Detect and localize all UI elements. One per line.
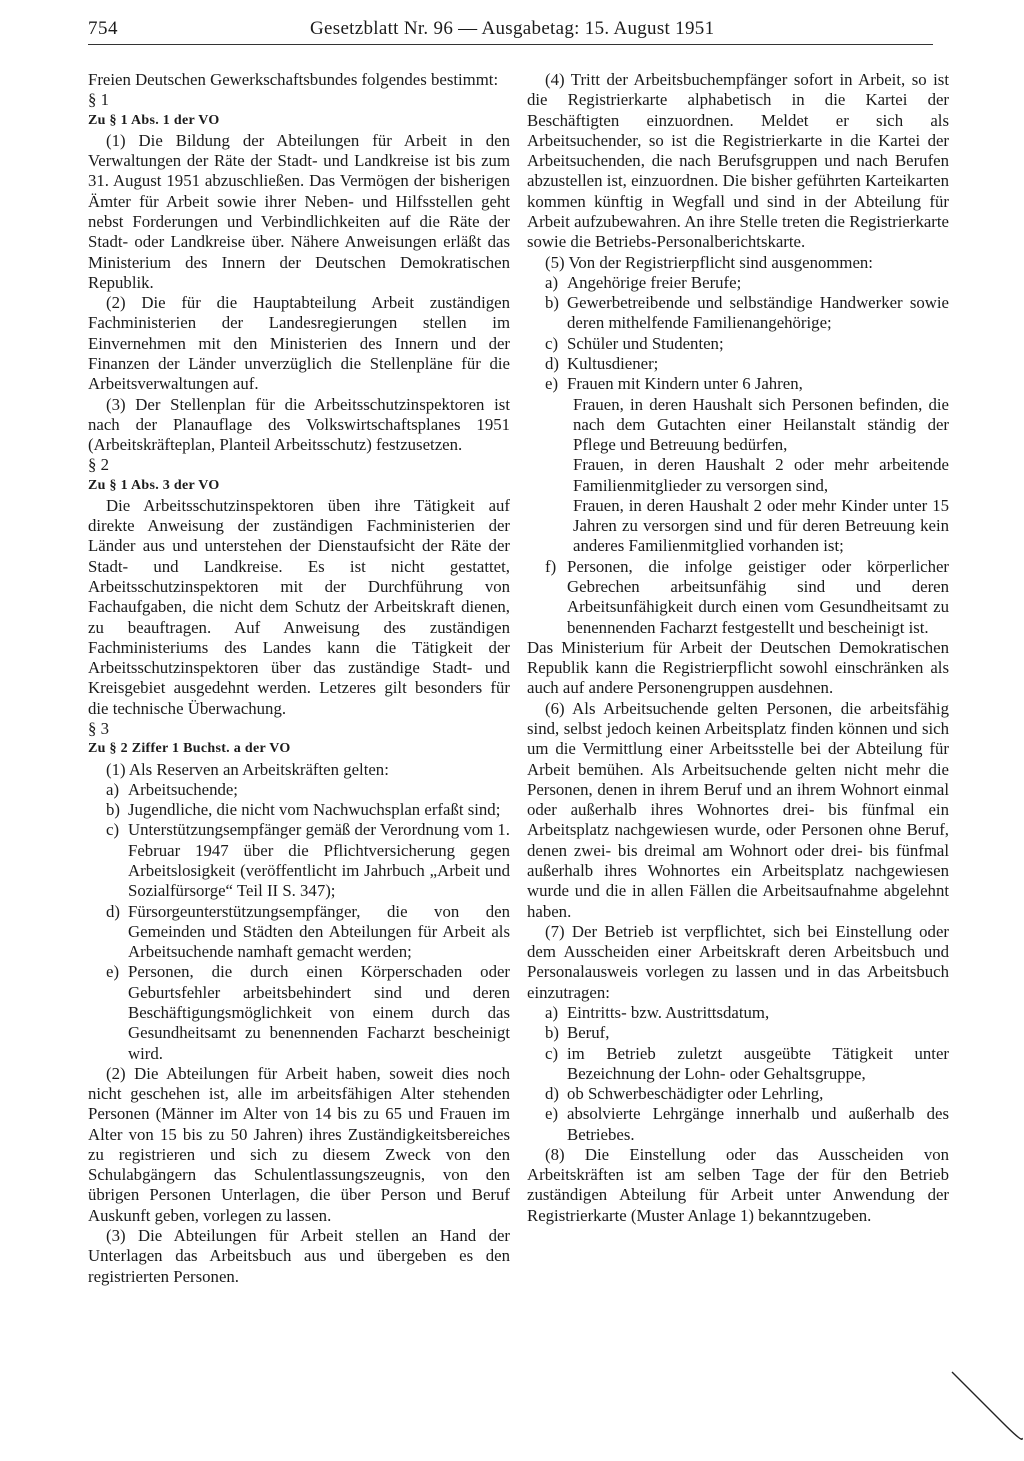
list-item: b) Beruf, bbox=[545, 1023, 610, 1043]
list-item: d) Kultusdiener; bbox=[545, 353, 659, 373]
list-item: e) absolvierte Lehrgänge innerhalb und außerhalb des Betriebes. bbox=[545, 1104, 949, 1144]
section-reference-1: Zu § 1 Abs. 1 der VO bbox=[88, 112, 220, 128]
paragraph: (2) Die für die Hauptabteilung Arbeit zuständigen Fachministerien der Landesregierungen stellen im Einvernehmen mit den Ministerien des Innern und der Finanzen der Länder unverzüglich die Stellenpläne für die Arbeitsverwaltungen auf. bbox=[88, 293, 510, 394]
list-item: e) Frauen mit Kindern unter 6 Jahren, bbox=[545, 374, 803, 394]
section-heading-2: § 2 bbox=[88, 455, 109, 475]
paragraph: (7) Der Betrieb ist verpflichtet, sich bei Einstellung oder dem Ausscheiden einer Arbeitskraft deren Arbeitsbuch und Personalausweis vorlegen zu lassen und in das Arbeitsbuch einzutragen: bbox=[527, 921, 949, 1002]
list-item: d) Fürsorgeunterstützungsempfänger, die von den Gemeinden und Städten den Abteilungen für Arbeit als Arbeitsuchende namhaft gemacht werden; bbox=[106, 901, 510, 962]
paragraph: (8) Die Einstellung oder das Ausscheiden von Arbeitskräften ist am selben Tage der für den Betrieb zuständigen Abteilung für Arbeit unter Anwendung der Registrierkarte (Muster Anlage 1) bekanntzugeben. bbox=[527, 1144, 949, 1225]
list-item: a) Eintritts- bzw. Austrittsdatum, bbox=[545, 1002, 770, 1022]
page-number: 754 bbox=[88, 18, 118, 39]
list-item: e) Personen, die durch einen Körperschaden oder Geburtsfehler arbeitsbehindert sind und deren Beschäftigungsmöglichkeit von einem durch das Gesundheitsamt zu benennenden Facharzt bescheinigt wird. bbox=[106, 962, 510, 1063]
list-item: c) Schüler und Studenten; bbox=[545, 333, 724, 353]
sub-item: Frauen, in deren Haushalt sich Personen befinden, die nach dem Gutachten einer Heilanstalt ständig der Pflege und Betreuung bedürfen, bbox=[573, 394, 949, 455]
paragraph: Die Arbeitsschutzinspektoren üben ihre Tätigkeit auf direkte Anweisung der zuständigen Fachministerien der Länder aus und unterstehen der Dienstaufsicht der Räte der Stadt- und Landkreise. Es ist nicht gestattet, Arbeitsschutzinspektoren mit der Durchführung von Fachaufgaben, die nicht dem Schutz der Arbeitskraft dienen, zu beauftragen. Auf Anweisung des zuständigen Fachministeriums des Landes kann die Tätigkeit der Arbeitsschutzinspektoren über das zuständige Stadt- und Kreisgebiet ausgedehnt werden. Letzeres gilt besonders für die technische Überwachung. bbox=[88, 495, 510, 718]
paragraph: (3) Der Stellenplan für die Arbeitsschutzinspektoren ist nach der Planauflage des Volkswirtschaftsplanes 1951 (Arbeitskräfteplan, Planteil Arbeitsschutz) festzusetzen. bbox=[88, 394, 510, 455]
intro-text: Freien Deutschen Gewerkschaftsbundes folgendes bestimmt: bbox=[88, 70, 499, 89]
sub-item: Frauen, in deren Haushalt 2 oder mehr arbeitende Familienmitglieder zu versorgen sind, bbox=[573, 455, 949, 495]
section-reference-2: Zu § 1 Abs. 3 der VO bbox=[88, 477, 220, 493]
list-item: b) Jugendliche, die nicht vom Nachwuchsplan erfaßt sind; bbox=[106, 800, 501, 820]
section-heading-1: § 1 bbox=[88, 90, 109, 110]
paragraph: (1) Die Bildung der Abteilungen für Arbeit in den Verwaltungen der Räte der Stadt- und Landkreise ist bis zum 31. August 1951 abzuschließen. Das Vermögen der bisherigen Ämter für Arbeit sowie ihrer Neben- und Hilfsstellen geht nebst Forderungen und Verbindlichkeiten auf die Räte der Stadt- oder Landkreise über. Nähere Anweisungen erläßt das Ministerium des Innern der Deutschen Demokratischen Republik. bbox=[88, 130, 510, 292]
left-column bbox=[88, 70, 510, 1287]
paragraph: (3) Die Abteilungen für Arbeit stellen an Hand der Unterlagen das Arbeitsbuch aus und übergeben es den registrierten Personen. bbox=[88, 1226, 510, 1286]
gazette-title: Gesetzblatt Nr. 96 — Ausgabetag: 15. August 1951 bbox=[310, 18, 715, 39]
section-reference-3: Zu § 2 Ziffer 1 Buchst. a der VO bbox=[88, 741, 291, 757]
reserves-list bbox=[88, 780, 510, 1064]
section-heading-3: § 3 bbox=[88, 719, 109, 738]
paragraph: (4) Tritt der Arbeitsbuchempfänger sofort in Arbeit, so ist die Registrierkarte alphabetisch in die Kartei der Beschäftigten einzuordnen. Meldet er sich als Arbeitsuchender, so ist die Registrierkarte in die Kartei der Arbeitsuchenden, die nach Berufsgruppen und nach Berufen abzustellen ist, einzuordnen. Die bisher geführten Karteikarten kommen künftig in Wegfall und sind in der Abteilung für Arbeit aufzubewahren. An ihre Stelle treten die Registrierkarte sowie die Betriebs-Personalberichtskarte. bbox=[527, 70, 949, 252]
pen-mark bbox=[950, 1368, 1024, 1440]
page-header bbox=[88, 14, 933, 45]
paragraph: (2) Die Abteilungen für Arbeit haben, soweit dies noch nicht geschehen ist, alle im arbeitsfähigen Alter stehenden Personen (Männer im Alter von 14 bis zu 65 und Frauen im Alter von 15 bis zu 50 Jahren) ihres Zuständigkeitsbereiches zu registrieren und sich zu diesem Zweck von den Schulabgängern das Schulentlassungszeugnis, von den übrigen Personen Unterlagen, die über Person und Beruf Auskunft geben, vorlegen zu lassen. bbox=[88, 1063, 510, 1225]
exemptions-list-cont bbox=[527, 557, 949, 638]
entries-list bbox=[527, 1003, 949, 1145]
exemptions-list bbox=[527, 273, 949, 395]
sub-item: Frauen, in deren Haushalt 2 oder mehr Kinder unter 15 Jahren zu versorgen sind und für deren Betreuung kein anderes Familienmitglied vorhanden ist; bbox=[573, 495, 949, 556]
right-column bbox=[527, 70, 949, 1226]
paragraph: (1) Als Reserven an Arbeitskräften gelten: bbox=[106, 759, 389, 779]
list-item: c) im Betrieb zuletzt ausgeübte Tätigkeit unter Bezeichnung der Lohn- oder Gehaltsgruppe, bbox=[545, 1043, 949, 1083]
list-item: a) Arbeitsuchende; bbox=[106, 779, 238, 799]
paragraph: (5) Von der Registrierpflicht sind ausgenommen: bbox=[545, 252, 873, 272]
paragraph: Das Ministerium für Arbeit der Deutschen Demokratischen Republik kann die Registrierpflicht sowohl einschränken als auch auf andere Personengruppen ausdehnen. bbox=[527, 637, 949, 698]
list-item: c) Unterstützungsempfänger gemäß der Verordnung vom 1. Februar 1947 über die Pflichtversicherung gegen Arbeitslosigkeit (veröffentlicht im Jahrbuch „Arbeit und Sozialfürsorge“ Teil II S. 347); bbox=[106, 820, 510, 901]
list-item: d) ob Schwerbeschädigter oder Lehrling, bbox=[545, 1084, 824, 1104]
list-item: a) Angehörige freier Berufe; bbox=[545, 272, 742, 292]
list-item: b) Gewerbetreibende und selbständige Handwerker sowie deren mithelfende Familienangehörige; bbox=[545, 293, 949, 333]
paragraph: (6) Als Arbeitsuchende gelten Personen, die arbeitsfähig sind, selbst jedoch keinen Arbeitsplatz finden können und sich um die Vermittlung einer Arbeitsstelle bei der Abteilung für Arbeit bemühen. Als Arbeitsuchende gelten nicht mehr die Personen, denen in ihrem Beruf und an ihrem Wohnort einmal oder außerhalb ihres Wohnortes drei- bis fünfmal ein Arbeitsplatz nachgewiesen wurde, oder Personen ohne Beruf, denen zwei- bis dreimal am Wohnort oder drei- bis fünfmal außerhalb ihres Wohnortes ein Arbeitsplatz nachgewiesen wurde und die in allen Fällen die Arbeitsaufnahme abgelehnt haben. bbox=[527, 698, 949, 921]
list-item: f) Personen, die infolge geistiger oder körperlicher Gebrechen arbeitsunfähig sind und deren Arbeitsunfähigkeit durch einen vom Gesundheitsamt zu benennenden Facharzt festgestellt und bescheinigt ist. bbox=[545, 556, 949, 637]
